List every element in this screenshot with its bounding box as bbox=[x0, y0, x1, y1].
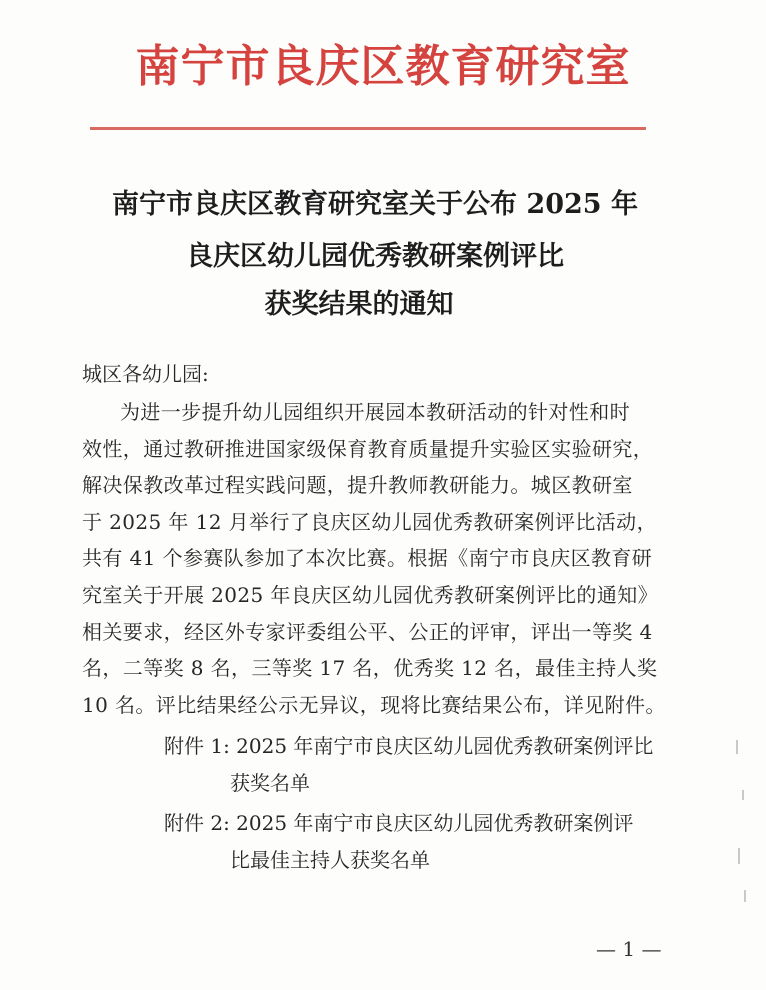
body-paragraph bbox=[82, 394, 672, 723]
title-line-1: 南宁市良庆区教育研究室关于公布 2025 年 bbox=[112, 189, 638, 220]
attachment-1-line-2: 获奖名单 bbox=[230, 771, 310, 795]
paragraph-line: 10 名。评比结果经公示无异议，现将比赛结果公布，详见附件。 bbox=[82, 692, 666, 717]
paragraph-line: 解决保教改革过程实践问题，提升教师教研能力。城区教研室 bbox=[82, 473, 633, 498]
paragraph-line: 效性，通过教研推进国家级保育教育质量提升实验区实验研究， bbox=[82, 436, 654, 461]
paragraph-line: 名，二等奖 8 名，三等奖 17 名，优秀奖 12 名，最佳主持人奖 bbox=[82, 656, 658, 681]
attachment-1-line-1: 附件 1: 2025 年南宁市良庆区幼儿园优秀教研案例评比 bbox=[164, 734, 654, 758]
page-number: — 1 — bbox=[596, 937, 662, 961]
paragraph-line: 共有 41 个参赛队参加了本次比赛。根据《南宁市良庆区教育研 bbox=[82, 546, 653, 571]
paragraph-line: 相关要求，经区外专家评委组公平、公正的评审，评出一等奖 4 bbox=[82, 619, 653, 644]
paragraph-line: 究室关于开展 2025 年良庆区幼儿园优秀教研案例评比的通知》 bbox=[82, 582, 659, 607]
attachment-2-line-1: 附件 2: 2025 年南宁市良庆区幼儿园优秀教研案例评 bbox=[164, 811, 634, 835]
attachment-2-line-2: 比最佳主持人获奖名单 bbox=[230, 848, 430, 872]
scan-artifact-marks bbox=[732, 730, 752, 930]
paragraph-line: 于 2025 年 12 月举行了良庆区幼儿园优秀教研案例评比活动， bbox=[82, 509, 657, 534]
paragraph-line: 为进一步提升幼儿园组织开展园本教研活动的针对性和时 bbox=[120, 400, 630, 424]
masthead-org-name: 南宁市良庆区教育研究室 bbox=[135, 41, 631, 92]
title-line-2: 良庆区幼儿园优秀教研案例评比 bbox=[186, 241, 564, 272]
masthead-red-rule bbox=[90, 127, 646, 130]
salutation: 城区各幼儿园: bbox=[82, 362, 209, 386]
title-line-3: 获奖结果的通知 bbox=[264, 289, 454, 320]
